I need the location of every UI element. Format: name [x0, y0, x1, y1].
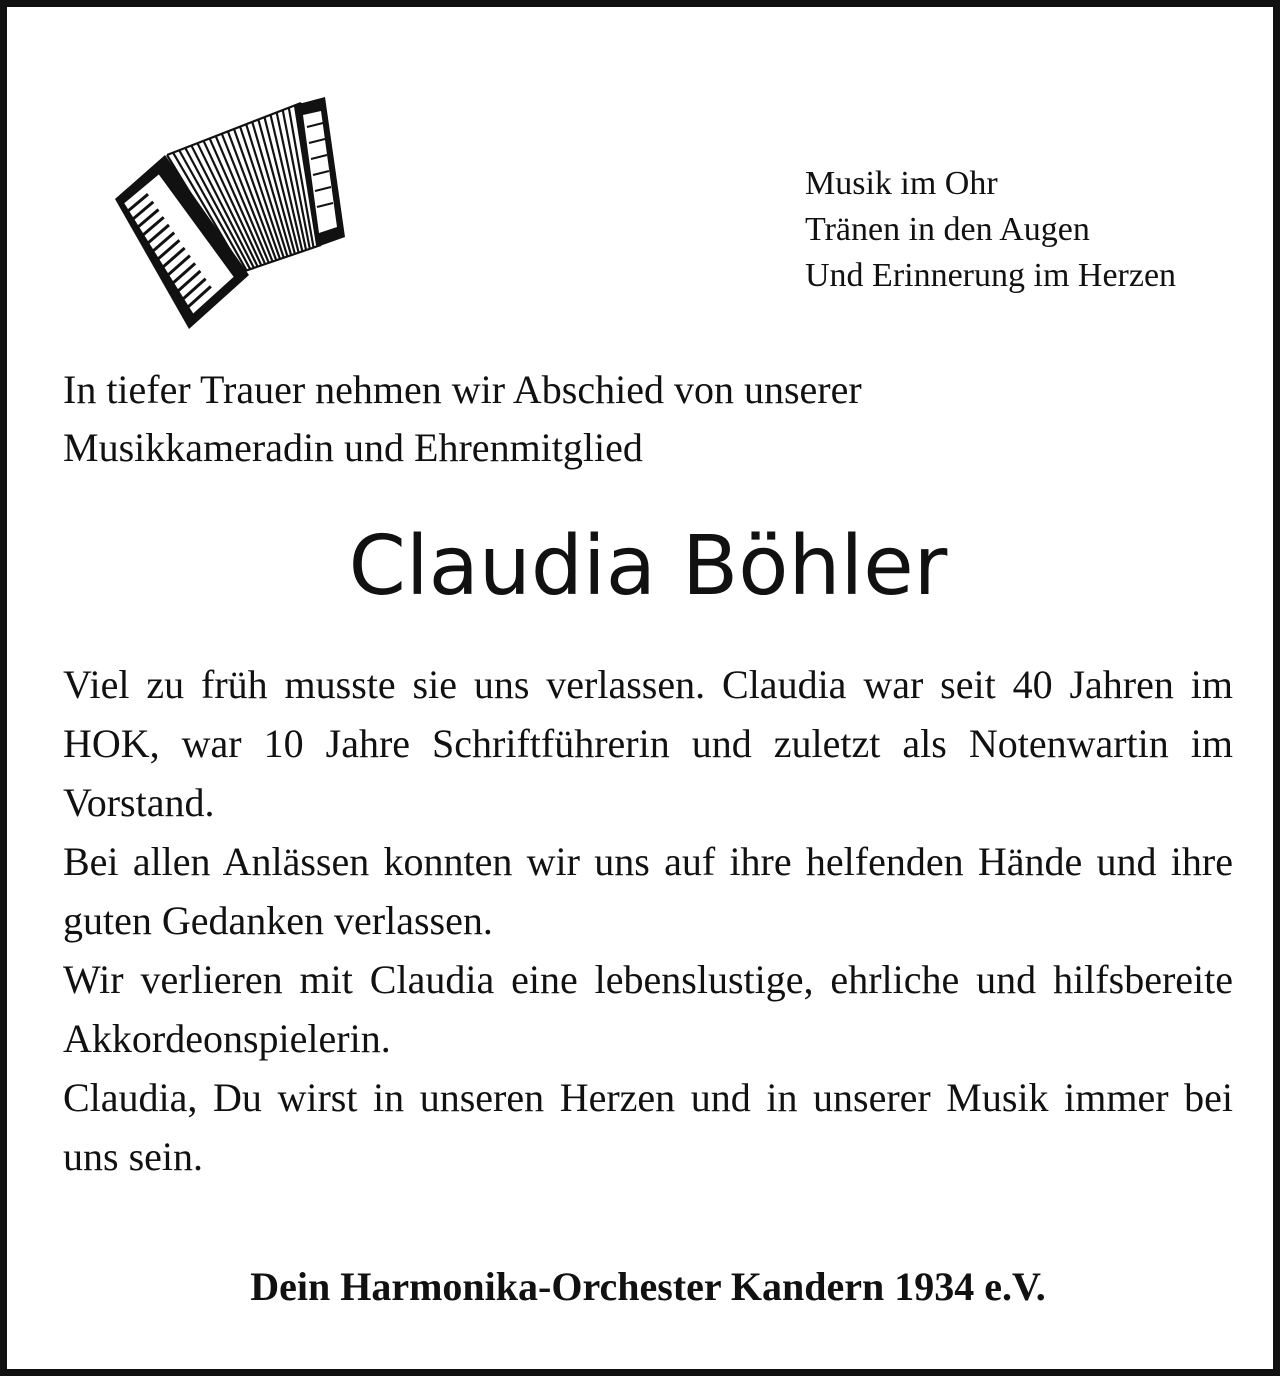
intro-line: Musikkameradin und Ehrenmitglied — [63, 425, 643, 470]
tribute-paragraph: Bei allen Anlässen konnten wir uns auf ihre helfenden Hände und ihre guten Gedanken verlassen. — [63, 839, 1233, 943]
motto-line: Musik im Ohr — [805, 165, 998, 202]
deceased-name: Claudia Böhler — [348, 519, 948, 614]
tribute-paragraph: Wir verlieren mit Claudia eine lebenslustige, ehrliche und hilfsbereite Akkordeonspielerin. — [63, 957, 1233, 1061]
tribute-paragraph: Viel zu früh musste sie uns verlassen. Claudia war seit 40 Jahren im HOK, war 10 Jahre Schriftführerin und zuletzt als Notenwartin im Vorstand. — [63, 662, 1233, 825]
motto-line: Tränen in den Augen — [805, 211, 1090, 248]
tribute-paragraph: Claudia, Du wirst in unseren Herzen und in unserer Musik immer bei uns sein. — [63, 1075, 1233, 1179]
intro-text — [63, 361, 1233, 477]
intro-line: In tiefer Trauer nehmen wir Abschied von unserer — [63, 367, 862, 412]
signature: Dein Harmonika-Orchester Kandern 1934 e.V. — [250, 1264, 1046, 1309]
motto-line: Und Erinnerung im Herzen — [805, 257, 1177, 294]
accordion-icon — [89, 77, 369, 347]
motto-verse — [805, 161, 1245, 299]
tribute-body — [63, 655, 1233, 1186]
